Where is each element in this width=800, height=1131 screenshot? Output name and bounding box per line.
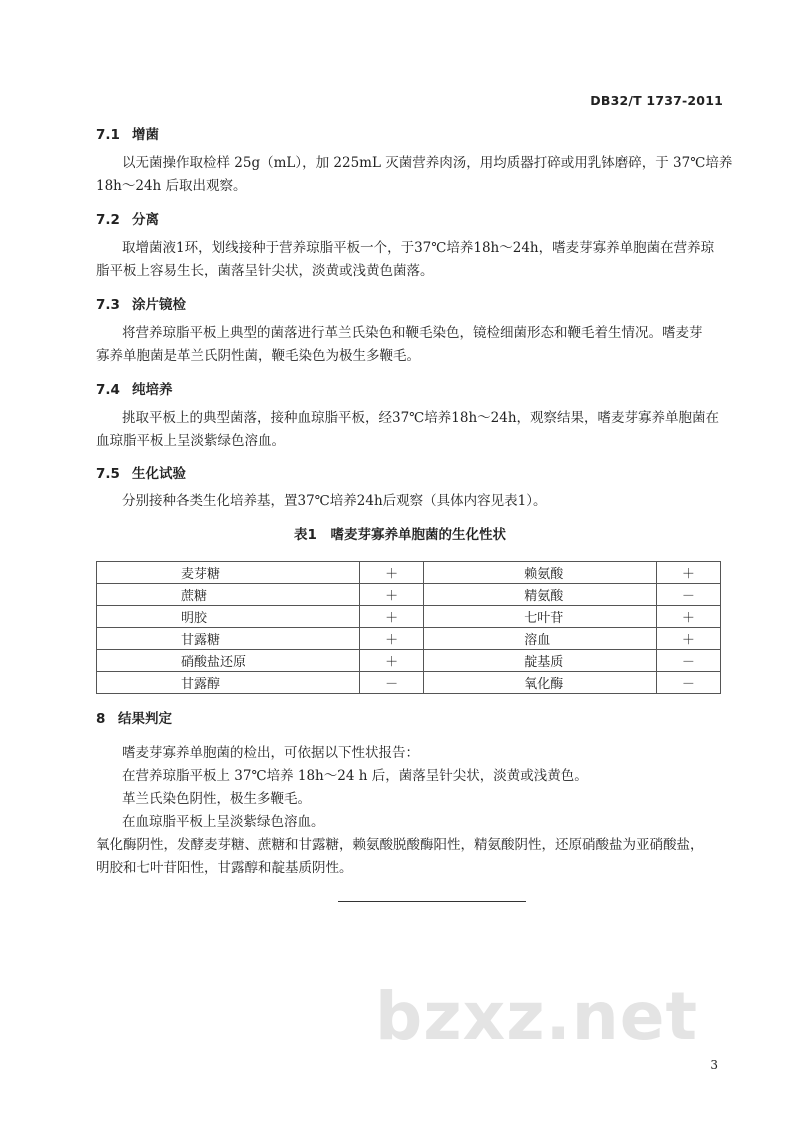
paragraph-line: 氧化酶阴性，发酵麦芽糖、蔗糖和甘露糖，赖氨酸脱酸酶阳性，精氨酸阴性，还原硝酸盐为亚硝酸盐， (96, 837, 704, 853)
paragraph-line: 明胶和七叶苷阳性，甘露醇和靛基质阴性。 (96, 860, 353, 876)
test-result: ＋ (360, 606, 424, 628)
test-result: － (656, 584, 720, 606)
section-title: 增菌 (132, 127, 159, 143)
test-name: 甘露醇 (97, 672, 360, 694)
test-name: 蔗糖 (97, 584, 360, 606)
test-name: 七叶苷 (424, 606, 657, 628)
section-number: 7.3 (96, 297, 120, 313)
test-result: ＋ (360, 562, 424, 584)
section-number: 7.4 (96, 382, 120, 398)
paragraph-line: 分别接种各类生化培养基，置37℃培养24h后观察（具体内容见表1）。 (122, 493, 547, 509)
section-title: 分离 (132, 212, 159, 228)
test-result: － (656, 672, 720, 694)
section-heading-7-5 (96, 462, 186, 482)
section-number: 7.5 (96, 466, 120, 482)
test-result: ＋ (656, 628, 720, 650)
table-row (97, 584, 721, 606)
section-heading-7-4 (96, 378, 173, 398)
watermark: bzxz.net (375, 978, 699, 1055)
paragraph-line: 挑取平板上的典型菌落，接种血琼脂平板，经37℃培养18h～24h，观察结果，嗜麦芽寡养单胞菌在 (122, 410, 720, 426)
paragraph-line: 以无菌操作取检样 25g（mL），加 225mL 灭菌营养肉汤，用均质器打碎或用乳钵磨碎，于 37℃培养 (122, 155, 733, 171)
paragraph-line: 嗜麦芽寡养单胞菌的检出，可依据以下性状报告： (122, 745, 419, 761)
paragraph-line: 血琼脂平板上呈淡紫绿色溶血。 (96, 433, 285, 449)
test-result: － (360, 672, 424, 694)
test-result: ＋ (360, 628, 424, 650)
page-number: 3 (710, 1058, 718, 1072)
table-row (97, 606, 721, 628)
table-title: 表1 嗜麦芽寡养单胞菌的生化性状 (294, 527, 506, 543)
test-name: 甘露糖 (97, 628, 360, 650)
paragraph-line: 在营养琼脂平板上 37℃培养 18h～24 h 后，菌落呈针尖状，淡黄或浅黄色。 (122, 768, 588, 784)
test-result: ＋ (360, 584, 424, 606)
section-title: 纯培养 (132, 382, 173, 398)
paragraph-line: 将营养琼脂平板上典型的菌落进行革兰氏染色和鞭毛染色，镜检细菌形态和鞭毛着生情况。嗜麦芽 (122, 325, 703, 341)
biochemical-table (96, 561, 721, 694)
test-result: － (656, 650, 720, 672)
paragraph-line: 脂平板上容易生长，菌落呈针尖状，淡黄或浅黄色菌落。 (96, 263, 434, 279)
section-title: 结果判定 (118, 711, 172, 727)
test-name: 明胶 (97, 606, 360, 628)
test-name: 精氨酸 (424, 584, 657, 606)
test-name: 氧化酶 (424, 672, 657, 694)
paragraph-line: 取增菌液1环，划线接种于营养琼脂平板一个，于37℃培养18h～24h，嗜麦芽寡养单胞菌在营养琼 (122, 240, 715, 256)
end-rule (338, 901, 526, 902)
section-title: 涂片镜检 (132, 297, 186, 313)
section-heading-7-1 (96, 123, 159, 143)
test-name: 硝酸盐还原 (97, 650, 360, 672)
paragraph-line: 革兰氏染色阴性，极生多鞭毛。 (122, 791, 311, 807)
section-heading-7-2 (96, 208, 159, 228)
test-result: ＋ (360, 650, 424, 672)
section-number: 7.1 (96, 127, 120, 143)
section-heading-8 (96, 707, 172, 727)
test-name: 赖氨酸 (424, 562, 657, 584)
section-title: 生化试验 (132, 466, 186, 482)
test-name: 靛基质 (424, 650, 657, 672)
section-number: 7.2 (96, 212, 120, 228)
test-name: 溶血 (424, 628, 657, 650)
paragraph-line: 18h～24h 后取出观察。 (96, 178, 247, 194)
test-result: ＋ (656, 606, 720, 628)
table-row (97, 628, 721, 650)
test-result: ＋ (656, 562, 720, 584)
table-row (97, 562, 721, 584)
paragraph-line: 寡养单胞菌是革兰氏阴性菌，鞭毛染色为极生多鞭毛。 (96, 348, 420, 364)
paragraph-line: 在血琼脂平板上呈淡紫绿色溶血。 (122, 814, 325, 830)
section-heading-7-3 (96, 293, 186, 313)
table-row (97, 650, 721, 672)
section-number: 8 (96, 711, 106, 727)
table-row (97, 672, 721, 694)
doc-code: DB32/T 1737-2011 (590, 93, 723, 108)
test-name: 麦芽糖 (97, 562, 360, 584)
